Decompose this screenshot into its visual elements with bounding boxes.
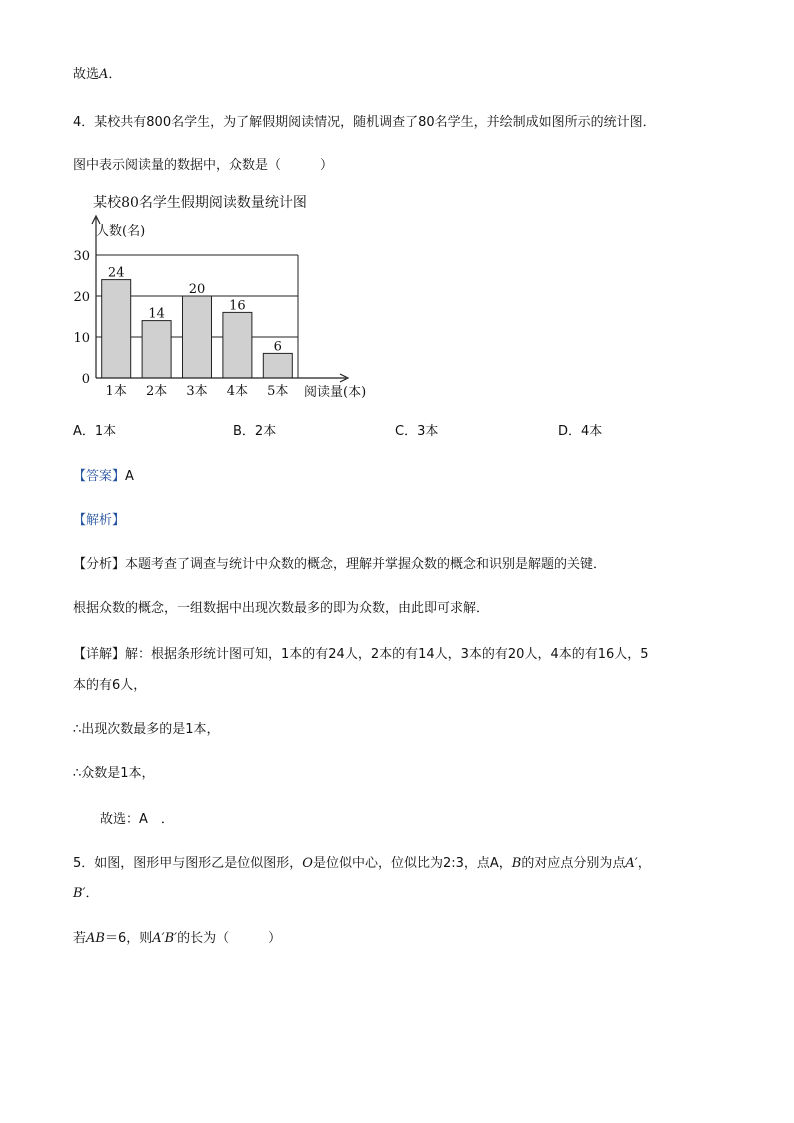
y-tick-label: 20 bbox=[73, 290, 90, 305]
bar-chart bbox=[60, 190, 390, 410]
previous-choice-end: ． bbox=[108, 67, 122, 82]
bar bbox=[263, 353, 292, 378]
previous-choice bbox=[73, 66, 121, 84]
question-4-line1 bbox=[73, 114, 656, 132]
question-4-number: 4． bbox=[73, 115, 95, 130]
bar bbox=[183, 296, 212, 378]
fenxi-text: 本题考查了调查与统计中众数的概念，理解并掌握众数的概念和识别是解题的关键． bbox=[125, 557, 607, 572]
therefore-line-1: ∴出现次数最多的是1本， bbox=[73, 722, 220, 737]
y-tick-label: 0 bbox=[81, 372, 90, 387]
q5-center-o: O bbox=[302, 856, 313, 871]
bar bbox=[102, 280, 131, 378]
q5-line3-eq: ＝6，则 bbox=[104, 931, 153, 946]
therefore-line-2: ∴众数是1本， bbox=[73, 766, 155, 781]
detail-text: 解：根据条形统计图可知，1本的有24人，2本的有14人，3本的有20人，4本的有16人，5 bbox=[125, 647, 649, 662]
previous-choice-text: 故选 bbox=[73, 67, 100, 82]
q5-text-a: 5．如图，图形甲与图形乙是位似图形， bbox=[73, 856, 303, 871]
bar-data-label: 24 bbox=[107, 265, 125, 281]
fenxi-tag: 【分析】 bbox=[73, 557, 126, 572]
chart-title: 某校80名学生假期阅读数量统计图 bbox=[93, 195, 307, 211]
option-b[interactable]: B．2本 bbox=[233, 424, 277, 439]
detail-tag: 【详解】 bbox=[73, 647, 126, 662]
bar bbox=[223, 312, 252, 378]
option-d[interactable]: D．4本 bbox=[558, 424, 603, 439]
fenxi-line bbox=[73, 556, 606, 574]
detail-line2: 本的有6人， bbox=[73, 678, 147, 693]
x-tick-label: 3本 bbox=[186, 384, 208, 399]
q5-segment-ab: AB bbox=[86, 931, 105, 946]
q5-text-c: 的对应点分别为点 bbox=[521, 856, 626, 871]
question-5-line1 bbox=[73, 855, 651, 873]
y-tick-label: 10 bbox=[73, 331, 90, 346]
question-4-line2: 图中表示阅读量的数据中，众数是（ ） bbox=[73, 158, 334, 173]
question-5-line3 bbox=[73, 930, 281, 948]
q5-text-end: ， bbox=[637, 856, 651, 871]
chart-x-axis-label: 阅读量(本) bbox=[304, 385, 367, 400]
x-tick-label: 2本 bbox=[145, 384, 168, 399]
bar-data-label: 20 bbox=[188, 282, 206, 297]
option-c[interactable]: C．3本 bbox=[395, 424, 439, 439]
final-choice: 故选：A ． bbox=[100, 812, 174, 827]
q5-point-b-prime: B′ bbox=[73, 886, 86, 901]
q5-line3-end: 的长为（ ） bbox=[177, 931, 282, 946]
x-tick-label: 4本 bbox=[226, 384, 249, 399]
x-tick-label: 5本 bbox=[267, 384, 289, 399]
bar-data-label: 6 bbox=[273, 339, 282, 355]
bar bbox=[142, 321, 171, 378]
q5-text-b: 是位似中心，位似比为2:3，点A， bbox=[312, 856, 512, 871]
previous-choice-letter: A bbox=[99, 67, 109, 82]
bar-data-label: 14 bbox=[148, 306, 165, 322]
q5-point-a-prime: A′ bbox=[625, 856, 638, 871]
question-4-text: 某校共有800名学生，为了解假期阅读情况，随机调查了80名学生，并绘制成如图所示的统计图． bbox=[94, 115, 656, 130]
q5-point-b: B bbox=[511, 856, 522, 871]
answer-value: A bbox=[125, 469, 134, 484]
answer-tag: 【答案】 bbox=[73, 469, 126, 484]
method-line: 根据众数的概念，一组数据中出现次数最多的即为众数，由此即可求解． bbox=[73, 601, 490, 616]
q5-line2-end: ． bbox=[85, 886, 99, 901]
analysis-heading bbox=[73, 512, 125, 530]
option-a[interactable]: A．1本 bbox=[73, 424, 117, 439]
y-tick-label: 30 bbox=[73, 249, 90, 264]
x-tick-label: 1本 bbox=[105, 384, 127, 399]
question-5-line2 bbox=[73, 885, 99, 903]
q5-line3-if: 若 bbox=[73, 931, 87, 946]
analysis-tag: 【解析】 bbox=[73, 513, 126, 528]
q5-segment-apbp: A′B′ bbox=[152, 931, 178, 946]
chart-y-axis-label: 人数(名) bbox=[96, 224, 146, 239]
detail-line1 bbox=[73, 646, 649, 664]
answer-line bbox=[73, 468, 134, 486]
bar-data-label: 16 bbox=[229, 298, 246, 314]
